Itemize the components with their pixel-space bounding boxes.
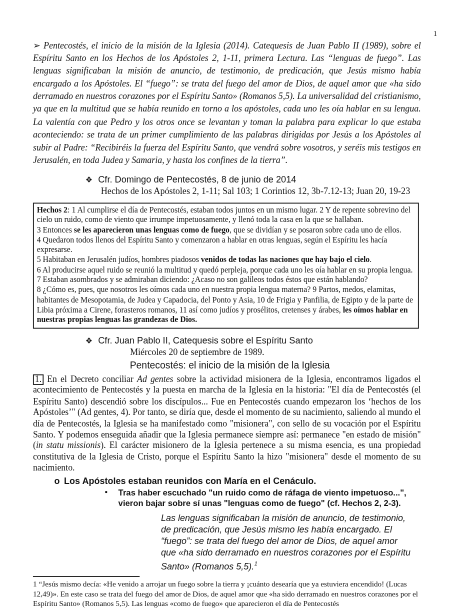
cfr-sunday-readings: Hechos de los Apóstoles 2, 1-11; Sal 103; 1 Corintios 12, 3b-7.12-13; Juan 20, 19-23 — [100, 187, 411, 197]
intro-text: Pentecostés, el inicio de la misión de la Iglesia (2014). Catequesis de Juan Pablo II (1989), sobre el Espíritu Santo en los Hechos de los Apóstoles 2, 1-11, primera Lectura. Las “lenguas de fuego”. Las lenguas significaban la misión de anuncio, de testimonio, de predicación, que Jesús mismo había encargado a los Apóstoles. El “fuego”: se trata del fuego del amor de Dios, de aquel amor que «ha sido derramado en nuestros corazones por el Espíritu Santo» (Romanos 5,5). La universalidad del cristianismo, ya que en la multitud que se había reunido en torno a los apóstoles, cada uno les oía hablar en su lengua. La valentía con que Pedro y los otros once se levantan y toman la palabra para explicar lo que estaba aconteciendo: se trata de un primer cumplimiento de las palabras dirigidas por Jesús a los Apóstoles al subir al Padre: “Recibiréis la fuerza del Espíritu Santo, que vendrá sobre vosotros, y seréis mis testigos en Jerusalén, en toda Judea y Samaria, y hasta los confines de la tierra”. — [32, 41, 421, 166]
paragraph-number: 1. — [34, 374, 42, 385]
acts-verse-8: 8 ¿Cómo es, pues, que nosotros les oímos cada uno en nuestra propia lengua materna? 9 Partos, medos, elamitas, habitantes de Mesopotamia, de Judea y Capadocia, del Ponto y Asia, 10 de Frigia y Panfilia, de Egipto y de la parte de Libia próxima a Cirene, forasteros romanos, 11 así como judíos y prosélitos, cretenses y árabes, les oímos hablar en nuestras propias lenguas las grandezas de Dios. — [36, 285, 414, 325]
acts-reference: Hechos 2 — [36, 205, 68, 215]
acts-verse-5: 5 Habitaban en Jerusalén judíos, hombres piadosos venidos de todas las naciones que hay bajo el cielo. — [36, 255, 372, 265]
arrow-bullet-icon: ➢ — [32, 41, 41, 52]
tongues-meaning-quote: Las lenguas significaban la misión de anuncio, de testimonio, de predicación, que Jesús mismo les había encargado. El “fuego”: se trata del fuego del amor de Dios, de aquel amor que «ha sido derramado en nuestros corazones por el Espíritu Santo» (Romanos 5,5).$^1$ — [160, 512, 411, 572]
acts-verse-7: 7 Estaban asombrados y se admiraban diciendo: ¿Acaso no son galileos todos éstos que están hablando? — [36, 275, 368, 285]
acts-verse-3: 3 Entonces se les aparecieron unas lenguas como de fuego, que se dividían y se posaron sobre cada uno de ellos. — [36, 225, 402, 235]
acts-verse-4: 4 Quedaron todos llenos del Espíritu Santo y comenzaron a hablar en otras lenguas, según el Espíritu les hacía expresarse. — [36, 235, 388, 255]
acts-verse-1: Hechos 2: 1 Al cumplirse el día de Pentecostés, estaban todos juntos en un mismo lugar. 2 Y de repente sobrevino del cielo un ruido, como de viento que irrumpe impetuosamente, y llenó toda la casa en la que se hallaban. — [36, 205, 411, 225]
cfr-catechesis-date: Miércoles 20 de septiembre de 1989. — [129, 348, 265, 358]
acts-2-text-box — [33, 203, 419, 329]
point-tongues-of-fire: ▪ Tras haber escuchado "un ruido como de ráfaga de viento impetuoso...", vieron bajar sobre sí unas "lenguas como de fuego" (cf. Hechos 2, 2-3). — [104, 487, 407, 508]
cfr-sunday-title: Cfr. Domingo de Pentecostés, 8 de junio de 2014 — [98, 173, 297, 185]
page-number: 1 — [433, 29, 438, 38]
nations-highlight: venidos de todas las naciones que hay bajo el cielo — [200, 255, 370, 265]
square-bullet-icon: ▪ — [104, 487, 108, 497]
diamond-bullet-icon: ❖ — [85, 336, 93, 346]
section-heading: Pentecostés: el inicio de la misión de la Iglesia — [129, 360, 330, 372]
footnote-1: 1 “Jesús mismo decía: «He venido a arrojar un fuego sobre la tierra y ¡cuánto desearía que ya estuviera encendido! (Lucas 12,49)». En este caso se trata del fuego del amor de Dios, de aquel amor que «ha sido derramado en nuestros corazones por el Espíritu Santo» (Romanos 5,5). Las lenguas «como de fuego» que aparecieron el día de Pentecostés — [32, 579, 418, 609]
cfr-catechesis-title: Cfr. Juan Pablo II, Catequesis sobre el Espíritu Santo — [98, 334, 313, 346]
cfr-catechesis-reference — [85, 335, 434, 359]
cfr-sunday-reference — [85, 174, 434, 198]
tongues-of-fire-highlight: se les aparecieron unas lenguas como de fuego — [73, 225, 230, 235]
acts-verse-6: 6 Al producirse aquel ruido se reunió la multitud y quedó perpleja, porque cada uno les oía hablar en su propia lengua. — [36, 265, 413, 275]
diamond-bullet-icon: ❖ — [85, 175, 93, 185]
intro-paragraph — [33, 41, 421, 168]
catechesis-paragraph-1: 1. En el Decreto conciliar Ad gentes sobre la actividad misionera de la Iglesia, encontramos ligados el acontecimiento de Pentecostés y la puesta en marcha de la Iglesia en la historia: "El día de Pentecostés (el Espíritu Santo) descendió sobre los discípulos... Fue en Pentecostés cuando empezaron los ‘hechos de los Apóstoles’" (Ad gentes, 4). Por tanto, se diría que, desde el momento de su nacimiento, saliendo al mundo el día de Pentecostés, la Iglesia se ha manifestado como "misionera", con sello de su vocación por el Espíritu Santo. Y podemos enseguida añadir que la Iglesia permanece siempre así: permanece "en estado de misión" (in statu missionis). El carácter misionero de la Iglesia pertenece a su misma esencia, es una propiedad constitutiva de la Iglesia de Cristo, porque el Espíritu Santo la hizo "misionera" desde el momento de su nacimiento. — [32, 374, 421, 473]
footnote-divider — [33, 576, 140, 577]
own-languages-highlight: les oímos hablar en nuestras propias lenguas las grandezas de Dios. — [36, 305, 408, 325]
point-apostles-gathered: o Los Apóstoles estaban reunidos con María en el Cenáculo. — [54, 476, 317, 486]
circle-bullet-icon: o — [54, 476, 60, 486]
footnote-reference[interactable]: 1 — [254, 561, 258, 568]
